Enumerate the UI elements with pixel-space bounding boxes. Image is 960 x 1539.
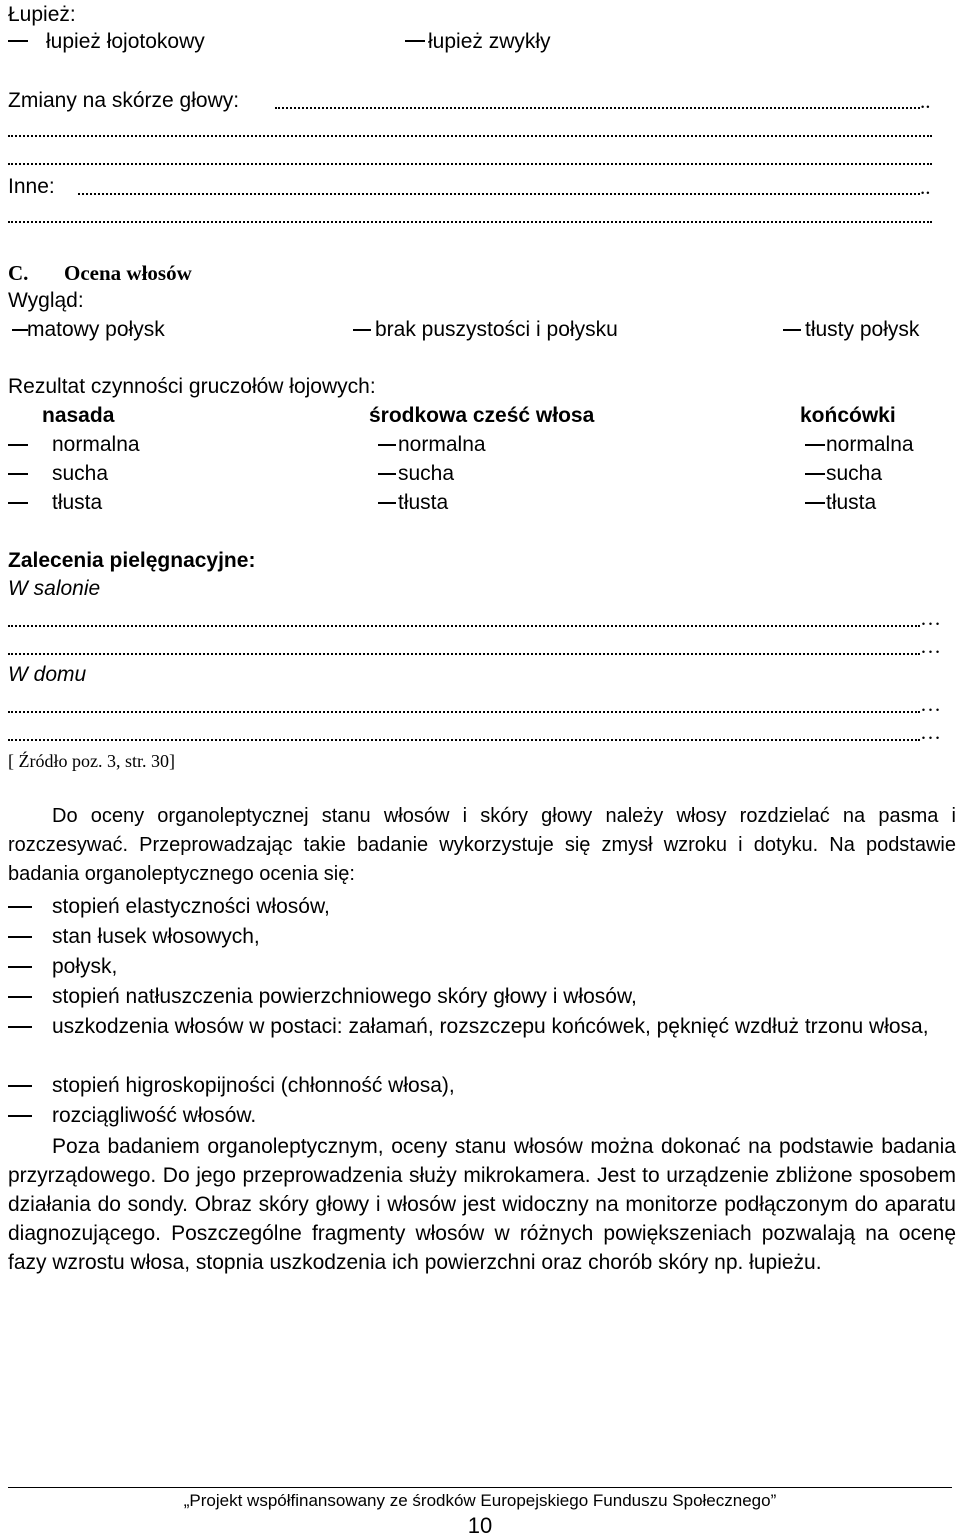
- fill-line: [8, 625, 920, 627]
- dash-icon: [378, 444, 396, 446]
- fill-line: [8, 711, 920, 713]
- column-header: końcówki: [800, 404, 896, 427]
- dash-icon: [12, 329, 28, 331]
- dash-icon: [8, 996, 32, 998]
- dash-icon: [805, 473, 825, 475]
- appearance-option: brak puszystości i połysku: [375, 318, 618, 341]
- appearance-label: Wygląd:: [8, 289, 84, 312]
- fill-line: [8, 221, 932, 223]
- state-cell: normalna: [398, 433, 486, 456]
- dash-icon: [783, 329, 801, 331]
- dash-icon: [805, 444, 825, 446]
- dash-icon: [353, 329, 371, 331]
- dash-icon: [8, 1115, 32, 1117]
- dash-icon: [8, 473, 28, 475]
- footer-text: „Projekt współfinansowany ze środków Europejskiego Funduszu Społecznego”: [183, 1491, 777, 1510]
- dash-icon: [378, 473, 396, 475]
- state-cell: sucha: [826, 462, 883, 485]
- state-cell: tłusta: [52, 491, 103, 514]
- lupiez-heading: Łupież:: [8, 3, 76, 26]
- state-cell: normalna: [826, 433, 914, 456]
- lupiez-option-2: łupież zwykły: [428, 30, 551, 53]
- appearance-option: tłusty połysk: [805, 318, 920, 341]
- appearance-option: matowy połysk: [27, 318, 165, 341]
- footer-rule: [8, 1487, 952, 1488]
- closing-paragraph: Poza badaniem organoleptycznym, oceny stanu włosów można dokonać na podstawie badania przyrządowego. Do jego przeprowadzenia służy mikrokamera. Jest to urządzenie zbliżone sposobem działania do sondy. Obraz skóry głowy i włosów jest widoczny na monitorze podłączonym do aparatu diagnozującego. Poszczególne fragmenty włosów w różnych powiększeniach pozwalają na ocenę fazy wzrostu włosa, stopnia uszkodzenia ich powierzchni oraz chorób skóry np. łupieżu.: [8, 1135, 956, 1274]
- list-item: stopień higroskopijności (chłonność włosa),: [52, 1074, 455, 1097]
- list-item: stopień natłuszczenia powierzchniowego skóry głowy i włosów,: [52, 985, 637, 1008]
- care-home-label: W domu: [8, 663, 87, 686]
- care-salon-label: W salonie: [8, 577, 101, 600]
- fill-line: [8, 653, 920, 655]
- dash-icon: [8, 444, 28, 446]
- page-number: 10: [467, 1513, 493, 1538]
- list-item: połysk,: [52, 955, 118, 978]
- dash-icon: [8, 906, 32, 908]
- list-item: uszkodzenia włosów w postaci: załamań, rozszczepu końcówek, pęknięć wzdłuż trzonu włosa,: [52, 1015, 929, 1038]
- fill-line-end: …: [920, 606, 941, 630]
- fill-line: [8, 135, 932, 137]
- fill-line: [8, 163, 932, 165]
- fill-line-end: ..: [920, 175, 931, 199]
- state-cell: tłusta: [826, 491, 877, 514]
- fill-line-end: …: [920, 692, 941, 716]
- fill-line-end: …: [920, 720, 941, 744]
- section-letter: C.: [8, 261, 29, 285]
- dash-icon: [8, 502, 28, 504]
- fill-line: [275, 107, 920, 109]
- list-item: rozciągliwość włosów.: [52, 1104, 257, 1127]
- intro-paragraph: Do oceny organoleptycznej stanu włosów i skóry głowy należy włosy rozdzielać na pasma i rozczesywać. Przeprowadzając takie badanie wykorzystuje się zmysł wzroku i dotyku. Na podstawie badania organoleptycznego ocenia się:: [8, 805, 956, 885]
- source-note: [ Źródło poz. 3, str. 30]: [8, 751, 175, 771]
- list-item: stan łusek włosowych,: [52, 925, 260, 948]
- list-item: stopień elastyczności włosów,: [52, 895, 330, 918]
- lupiez-option-1: łupież łojotokowy: [46, 30, 205, 53]
- fill-line-end: ..: [920, 89, 931, 113]
- fill-line-end: …: [920, 634, 941, 658]
- state-cell: tłusta: [398, 491, 449, 514]
- care-title: Zalecenia pielęgnacyjne:: [8, 549, 256, 572]
- state-cell: sucha: [52, 462, 109, 485]
- dash-icon: [805, 502, 825, 504]
- dash-icon: [378, 502, 396, 504]
- dash-icon: [405, 40, 425, 42]
- column-header: nasada: [42, 404, 115, 427]
- fill-line: [78, 193, 920, 195]
- dash-icon: [8, 936, 32, 938]
- dash-icon: [8, 1026, 32, 1028]
- fill-line: [8, 739, 920, 741]
- section-title: Ocena włosów: [64, 261, 192, 285]
- state-cell: normalna: [52, 433, 140, 456]
- dash-icon: [8, 1085, 32, 1087]
- skin-changes-label: Zmiany na skórze głowy:: [8, 89, 240, 112]
- sebaceous-label: Rezultat czynności gruczołów łojowych:: [8, 375, 376, 398]
- state-cell: sucha: [398, 462, 455, 485]
- dash-icon: [8, 40, 28, 42]
- other-label: Inne:: [8, 175, 55, 198]
- column-header: środkowa cześć włosa: [369, 404, 595, 427]
- dash-icon: [8, 966, 32, 968]
